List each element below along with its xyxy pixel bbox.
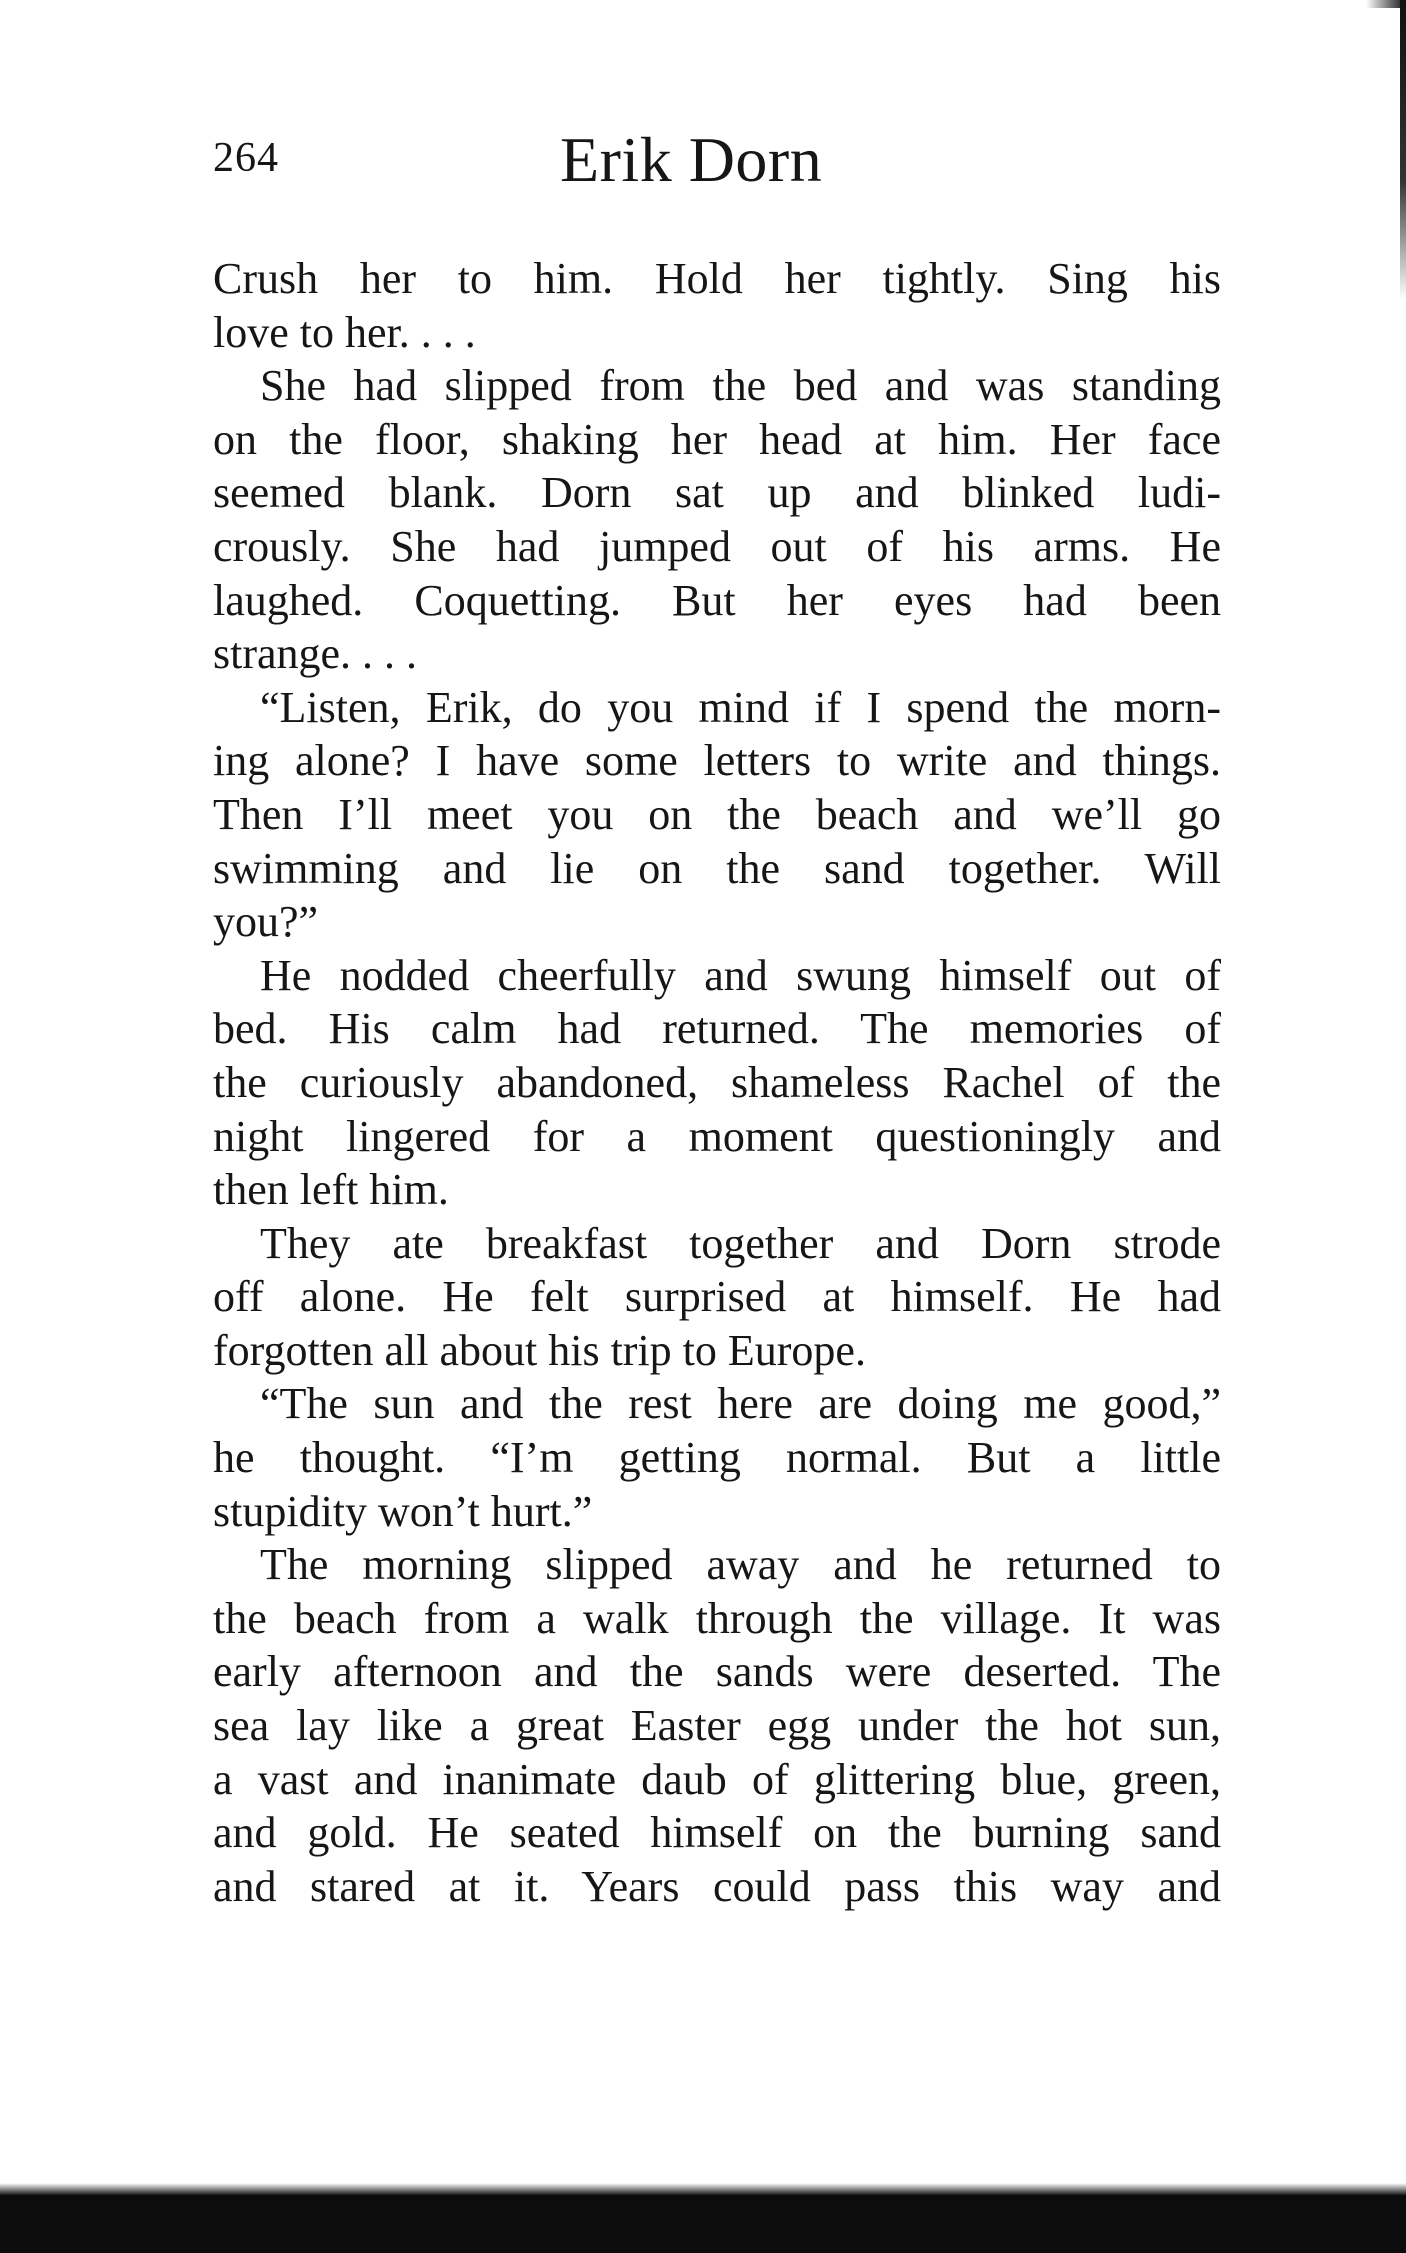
text-line: swimming and lie on the sand together. Will bbox=[213, 843, 1221, 893]
text-line: he thought. “I’m getting normal. But a little bbox=[213, 1433, 1221, 1483]
text-line: strange. . . . bbox=[213, 629, 418, 679]
text-line: off alone. He felt surprised at himself. He had bbox=[213, 1272, 1221, 1322]
text-line: you?” bbox=[213, 897, 319, 947]
scan-bottom-border bbox=[0, 2195, 1406, 2253]
text-line: They ate breakfast together and Dorn strode bbox=[260, 1218, 1221, 1268]
body-text bbox=[213, 252, 1221, 1913]
text-line: Then I’ll meet you on the beach and we’ll go bbox=[213, 789, 1221, 839]
scan-bottom-fade bbox=[0, 2183, 1406, 2195]
text-line: bed. His calm had returned. The memories of bbox=[213, 1004, 1221, 1054]
text-line: the curiously abandoned, shameless Rachel of the bbox=[213, 1057, 1221, 1107]
text-line: love to her. . . . bbox=[213, 307, 476, 357]
text-line: the beach from a walk through the village. It was bbox=[213, 1593, 1221, 1643]
text-line: stupidity won’t hurt.” bbox=[213, 1486, 593, 1536]
text-line: “Listen, Erik, do you mind if I spend the morn- bbox=[260, 682, 1221, 732]
text-line: on the floor, shaking her head at him. Her face bbox=[213, 414, 1221, 464]
scan-edge-shadow bbox=[1400, 0, 1406, 300]
text-line: early afternoon and the sands were deserted. The bbox=[213, 1647, 1221, 1697]
text-line: and stared at it. Years could pass this way and bbox=[213, 1861, 1221, 1911]
text-line: The morning slipped away and he returned to bbox=[260, 1540, 1221, 1590]
text-line: “The sun and the rest here are doing me good,” bbox=[260, 1379, 1221, 1429]
scan-corner-shadow bbox=[1366, 0, 1406, 8]
text-line: laughed. Coquetting. But her eyes had been bbox=[213, 575, 1221, 625]
text-line: a vast and inanimate daub of glittering blue, green, bbox=[213, 1754, 1221, 1804]
text-line: and gold. He seated himself on the burning sand bbox=[213, 1808, 1221, 1858]
text-line: forgotten all about his trip to Europe. bbox=[213, 1325, 866, 1375]
text-line: ing alone? I have some letters to write and things. bbox=[213, 736, 1221, 786]
text-line: sea lay like a great Easter egg under the hot sun, bbox=[213, 1701, 1221, 1751]
text-line: He nodded cheerfully and swung himself out of bbox=[260, 950, 1221, 1000]
text-line: crously. She had jumped out of his arms. He bbox=[213, 521, 1221, 571]
text-line: then left him. bbox=[213, 1165, 449, 1215]
text-line: seemed blank. Dorn sat up and blinked ludi- bbox=[213, 468, 1221, 518]
page-number: 264 bbox=[213, 135, 279, 181]
text-line: Crush her to him. Hold her tightly. Sing his bbox=[213, 254, 1221, 303]
text-line: night lingered for a moment questioningly and bbox=[213, 1111, 1221, 1161]
running-title: Erik Dorn bbox=[560, 124, 823, 195]
text-line: She had slipped from the bed and was standing bbox=[260, 361, 1221, 411]
